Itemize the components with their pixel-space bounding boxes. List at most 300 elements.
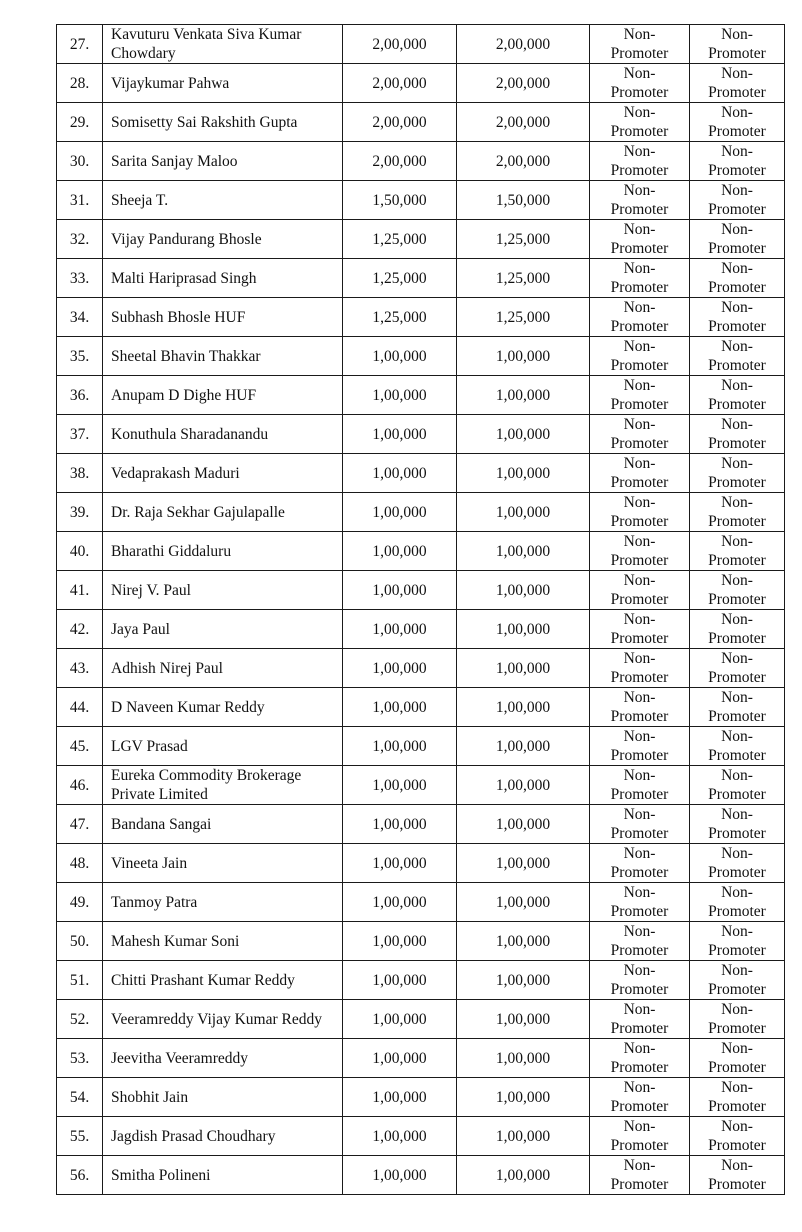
shares-after-cell: 2,00,000: [457, 103, 590, 142]
category-post-cell: [690, 181, 785, 220]
category-line: Promoter: [708, 552, 766, 569]
category-line: Promoter: [708, 1137, 766, 1154]
shares-before-cell: 1,50,000: [343, 181, 457, 220]
shares-after-cell: 1,00,000: [457, 922, 590, 961]
category-line: Promoter: [610, 357, 669, 374]
category-pre-cell: [590, 220, 690, 259]
category-line: Non-: [721, 650, 753, 667]
category-pre-cell: [590, 415, 690, 454]
category-line: Promoter: [708, 162, 766, 179]
category-line: Non-: [623, 377, 656, 394]
category-post-cell: [690, 1078, 785, 1117]
shares-after-cell: 1,00,000: [457, 649, 590, 688]
shares-before-cell: 2,00,000: [343, 64, 457, 103]
category-line: Promoter: [610, 708, 669, 725]
category-line: Promoter: [708, 903, 766, 920]
shareholder-name-cell: Dr. Raja Sekhar Gajulapalle: [103, 493, 343, 532]
category-line: Non-: [623, 1001, 656, 1018]
serial-number-cell: 41.: [57, 571, 103, 610]
category-line: Promoter: [610, 84, 669, 101]
shareholder-name-cell: Jeevitha Veeramreddy: [103, 1039, 343, 1078]
serial-number-cell: 56.: [57, 1156, 103, 1195]
shares-before-cell: 1,00,000: [343, 376, 457, 415]
shareholder-name-cell: Bharathi Giddaluru: [103, 532, 343, 571]
category-line: Promoter: [610, 45, 669, 62]
shares-after-cell: 1,00,000: [457, 805, 590, 844]
shares-after-cell: 1,00,000: [457, 766, 590, 805]
category-pre-cell: [590, 883, 690, 922]
category-post-cell: [690, 805, 785, 844]
category-pre-cell: [590, 337, 690, 376]
shareholder-name-cell: Sheeja T.: [103, 181, 343, 220]
category-post-cell: [690, 220, 785, 259]
table-row: [57, 64, 785, 103]
shares-before-cell: 1,00,000: [343, 532, 457, 571]
category-post-cell: [690, 1156, 785, 1195]
shareholder-name-cell: Adhish Nirej Paul: [103, 649, 343, 688]
shares-before-cell: 1,00,000: [343, 1156, 457, 1195]
shares-after-cell: 2,00,000: [457, 25, 590, 64]
category-pre-cell: [590, 922, 690, 961]
category-pre-cell: [590, 64, 690, 103]
category-line: Promoter: [708, 669, 766, 686]
shares-before-cell: 2,00,000: [343, 25, 457, 64]
shares-after-cell: 1,00,000: [457, 1117, 590, 1156]
category-pre-cell: [590, 727, 690, 766]
shareholder-name-cell: D Naveen Kumar Reddy: [103, 688, 343, 727]
category-line: Non-: [623, 611, 656, 628]
shares-before-cell: 1,00,000: [343, 337, 457, 376]
category-line: Promoter: [610, 201, 669, 218]
category-pre-cell: [590, 454, 690, 493]
category-line: Non-: [623, 65, 656, 82]
category-pre-cell: [590, 103, 690, 142]
category-line: Non-: [623, 260, 656, 277]
category-line: Promoter: [708, 240, 766, 257]
table-row: [57, 1117, 785, 1156]
category-post-cell: [690, 766, 785, 805]
category-pre-cell: [590, 376, 690, 415]
category-pre-cell: [590, 259, 690, 298]
serial-number-cell: 54.: [57, 1078, 103, 1117]
shareholder-name-cell: Smitha Polineni: [103, 1156, 343, 1195]
table-row: [57, 1039, 785, 1078]
serial-number-cell: 32.: [57, 220, 103, 259]
table-row: [57, 1156, 785, 1195]
table-row: [57, 688, 785, 727]
category-line: Promoter: [610, 279, 669, 296]
category-line: Non-: [623, 806, 656, 823]
category-line: Promoter: [708, 864, 766, 881]
category-post-cell: [690, 415, 785, 454]
shares-after-cell: 1,00,000: [457, 376, 590, 415]
shareholder-name-cell: Somisetty Sai Rakshith Gupta: [103, 103, 343, 142]
shares-after-cell: 1,50,000: [457, 181, 590, 220]
category-line: Promoter: [610, 942, 669, 959]
table-row: [57, 766, 785, 805]
shares-before-cell: 1,00,000: [343, 649, 457, 688]
category-pre-cell: [590, 844, 690, 883]
category-line: Non-: [623, 1157, 656, 1174]
category-line: Promoter: [610, 318, 669, 335]
table-row: [57, 220, 785, 259]
category-line: Promoter: [610, 552, 669, 569]
category-line: Promoter: [610, 669, 669, 686]
category-post-cell: [690, 1000, 785, 1039]
category-line: Non-: [721, 494, 753, 511]
shareholder-name-cell: Jaya Paul: [103, 610, 343, 649]
table-row: [57, 649, 785, 688]
table-row: [57, 493, 785, 532]
table-row: [57, 337, 785, 376]
serial-number-cell: 39.: [57, 493, 103, 532]
category-pre-cell: [590, 532, 690, 571]
category-line: Non-: [721, 1079, 753, 1096]
shares-before-cell: 2,00,000: [343, 103, 457, 142]
serial-number-cell: 53.: [57, 1039, 103, 1078]
shareholding-table: [56, 24, 785, 1195]
category-line: Promoter: [708, 435, 766, 452]
shares-before-cell: 1,00,000: [343, 1039, 457, 1078]
table-row: [57, 1078, 785, 1117]
category-line: Non-: [623, 455, 656, 472]
table-row: [57, 181, 785, 220]
category-post-cell: [690, 25, 785, 64]
category-pre-cell: [590, 961, 690, 1000]
category-post-cell: [690, 1039, 785, 1078]
category-line: Promoter: [708, 1020, 766, 1037]
shares-after-cell: 1,00,000: [457, 571, 590, 610]
category-pre-cell: [590, 298, 690, 337]
category-line: Promoter: [708, 84, 766, 101]
shares-before-cell: 1,00,000: [343, 844, 457, 883]
shares-after-cell: 2,00,000: [457, 142, 590, 181]
category-line: Non-: [721, 884, 753, 901]
category-line: Non-: [721, 65, 753, 82]
table-row: [57, 805, 785, 844]
shareholder-name-cell: Subhash Bhosle HUF: [103, 298, 343, 337]
shareholder-name-cell: Vedaprakash Maduri: [103, 454, 343, 493]
category-pre-cell: [590, 766, 690, 805]
category-post-cell: [690, 1117, 785, 1156]
shareholder-name-cell: Nirej V. Paul: [103, 571, 343, 610]
table-row: [57, 532, 785, 571]
shares-before-cell: 1,00,000: [343, 415, 457, 454]
shares-before-cell: 1,00,000: [343, 1117, 457, 1156]
category-line: Non-: [721, 377, 753, 394]
serial-number-cell: 29.: [57, 103, 103, 142]
category-line: Non-: [623, 689, 656, 706]
table-row: [57, 415, 785, 454]
shares-before-cell: 1,00,000: [343, 766, 457, 805]
category-post-cell: [690, 454, 785, 493]
category-pre-cell: [590, 649, 690, 688]
table-row: [57, 103, 785, 142]
category-line: Non-: [623, 1118, 656, 1135]
table-row: [57, 922, 785, 961]
shares-after-cell: 1,00,000: [457, 844, 590, 883]
serial-number-cell: 43.: [57, 649, 103, 688]
category-post-cell: [690, 571, 785, 610]
category-line: Non-: [721, 104, 753, 121]
category-line: Non-: [623, 299, 656, 316]
category-line: Non-: [721, 845, 753, 862]
category-line: Promoter: [610, 240, 669, 257]
category-line: Promoter: [708, 474, 766, 491]
table-row: [57, 961, 785, 1000]
category-line: Non-: [721, 338, 753, 355]
category-line: Promoter: [610, 435, 669, 452]
shares-after-cell: 1,00,000: [457, 1000, 590, 1039]
shareholder-name-cell: LGV Prasad: [103, 727, 343, 766]
category-post-cell: [690, 649, 785, 688]
shares-after-cell: 1,25,000: [457, 298, 590, 337]
shares-before-cell: 1,00,000: [343, 805, 457, 844]
table-row: [57, 844, 785, 883]
shares-before-cell: 1,00,000: [343, 1000, 457, 1039]
category-line: Non-: [623, 728, 656, 745]
serial-number-cell: 40.: [57, 532, 103, 571]
shareholder-name-cell: Vijay Pandurang Bhosle: [103, 220, 343, 259]
category-post-cell: [690, 844, 785, 883]
serial-number-cell: 49.: [57, 883, 103, 922]
shares-after-cell: 1,00,000: [457, 727, 590, 766]
shares-before-cell: 1,00,000: [343, 883, 457, 922]
shareholder-name-cell: Bandana Sangai: [103, 805, 343, 844]
shareholder-name-cell: Sheetal Bhavin Thakkar: [103, 337, 343, 376]
category-pre-cell: [590, 493, 690, 532]
category-line: Non-: [623, 416, 656, 433]
category-line: Promoter: [610, 474, 669, 491]
category-line: Non-: [721, 767, 753, 784]
category-line: Promoter: [708, 1059, 766, 1076]
shareholder-name-cell: Veeramreddy Vijay Kumar Reddy: [103, 1000, 343, 1039]
category-pre-cell: [590, 1000, 690, 1039]
category-line: Non-: [623, 26, 656, 43]
category-line: Promoter: [610, 786, 669, 803]
shares-after-cell: 1,00,000: [457, 1156, 590, 1195]
shares-before-cell: 1,25,000: [343, 298, 457, 337]
category-line: Promoter: [708, 747, 766, 764]
shareholder-name-cell: Malti Hariprasad Singh: [103, 259, 343, 298]
shares-after-cell: 1,00,000: [457, 1078, 590, 1117]
category-pre-cell: [590, 142, 690, 181]
category-line: Promoter: [610, 1098, 669, 1115]
category-post-cell: [690, 64, 785, 103]
category-line: Non-: [721, 572, 753, 589]
shares-before-cell: 1,25,000: [343, 259, 457, 298]
category-post-cell: [690, 103, 785, 142]
serial-number-cell: 36.: [57, 376, 103, 415]
category-line: Promoter: [610, 513, 669, 530]
category-post-cell: [690, 688, 785, 727]
category-line: Non-: [721, 1118, 753, 1135]
category-line: Non-: [721, 1040, 753, 1057]
category-post-cell: [690, 142, 785, 181]
serial-number-cell: 27.: [57, 25, 103, 64]
category-pre-cell: [590, 571, 690, 610]
category-post-cell: [690, 376, 785, 415]
category-pre-cell: [590, 181, 690, 220]
category-line: Promoter: [610, 864, 669, 881]
shares-before-cell: 1,25,000: [343, 220, 457, 259]
category-line: Non-: [623, 533, 656, 550]
category-line: Non-: [623, 767, 656, 784]
category-line: Promoter: [610, 1137, 669, 1154]
serial-number-cell: 35.: [57, 337, 103, 376]
serial-number-cell: 44.: [57, 688, 103, 727]
category-line: Promoter: [708, 981, 766, 998]
serial-number-cell: 37.: [57, 415, 103, 454]
category-line: Promoter: [708, 279, 766, 296]
category-line: Promoter: [610, 747, 669, 764]
category-line: Promoter: [610, 825, 669, 842]
category-pre-cell: [590, 1117, 690, 1156]
serial-number-cell: 45.: [57, 727, 103, 766]
shares-before-cell: 2,00,000: [343, 142, 457, 181]
category-line: Promoter: [610, 123, 669, 140]
shares-after-cell: 1,00,000: [457, 415, 590, 454]
category-line: Non-: [721, 143, 753, 160]
category-line: Promoter: [708, 591, 766, 608]
shares-after-cell: 1,25,000: [457, 259, 590, 298]
category-line: Non-: [623, 923, 656, 940]
shares-after-cell: 1,00,000: [457, 883, 590, 922]
serial-number-cell: 30.: [57, 142, 103, 181]
category-line: Promoter: [610, 396, 669, 413]
serial-number-cell: 50.: [57, 922, 103, 961]
category-line: Promoter: [610, 591, 669, 608]
category-line: Non-: [623, 104, 656, 121]
serial-number-cell: 34.: [57, 298, 103, 337]
table-row: [57, 727, 785, 766]
category-pre-cell: [590, 1078, 690, 1117]
table-row: [57, 25, 785, 64]
serial-number-cell: 46.: [57, 766, 103, 805]
shareholder-name-cell: Konuthula Sharadanandu: [103, 415, 343, 454]
shareholder-name-cell: Tanmoy Patra: [103, 883, 343, 922]
shares-after-cell: 1,00,000: [457, 532, 590, 571]
category-line: Non-: [623, 962, 656, 979]
shareholder-name-cell: Mahesh Kumar Soni: [103, 922, 343, 961]
table-row: [57, 883, 785, 922]
category-line: Non-: [721, 1157, 753, 1174]
serial-number-cell: 33.: [57, 259, 103, 298]
category-line: Promoter: [708, 201, 766, 218]
shares-before-cell: 1,00,000: [343, 961, 457, 1000]
shares-before-cell: 1,00,000: [343, 922, 457, 961]
table-body: [57, 25, 785, 1195]
category-pre-cell: [590, 1156, 690, 1195]
table-row: [57, 298, 785, 337]
category-line: Promoter: [708, 123, 766, 140]
category-line: Promoter: [610, 1020, 669, 1037]
shareholder-name-cell: Vijaykumar Pahwa: [103, 64, 343, 103]
category-line: Non-: [623, 1040, 656, 1057]
shareholder-name-cell: Kavuturu Venkata Siva Kumar Chowdary: [103, 25, 343, 64]
category-post-cell: [690, 922, 785, 961]
category-pre-cell: [590, 25, 690, 64]
category-line: Non-: [721, 728, 753, 745]
category-post-cell: [690, 883, 785, 922]
table-row: [57, 610, 785, 649]
category-line: Non-: [721, 611, 753, 628]
category-line: Non-: [721, 182, 753, 199]
shares-after-cell: 1,00,000: [457, 610, 590, 649]
category-line: Promoter: [610, 1059, 669, 1076]
category-line: Non-: [721, 455, 753, 472]
category-line: Promoter: [610, 1176, 669, 1193]
category-post-cell: [690, 259, 785, 298]
category-line: Promoter: [610, 630, 669, 647]
category-line: Non-: [721, 962, 753, 979]
serial-number-cell: 28.: [57, 64, 103, 103]
category-line: Promoter: [708, 318, 766, 335]
serial-number-cell: 48.: [57, 844, 103, 883]
category-line: Non-: [623, 572, 656, 589]
category-line: Non-: [623, 338, 656, 355]
serial-number-cell: 38.: [57, 454, 103, 493]
category-post-cell: [690, 493, 785, 532]
category-line: Non-: [721, 221, 753, 238]
category-line: Non-: [721, 416, 753, 433]
category-line: Non-: [623, 182, 656, 199]
serial-number-cell: 55.: [57, 1117, 103, 1156]
category-line: Promoter: [610, 162, 669, 179]
table-row: [57, 1000, 785, 1039]
category-pre-cell: [590, 688, 690, 727]
category-line: Promoter: [708, 1176, 766, 1193]
shares-after-cell: 1,00,000: [457, 961, 590, 1000]
category-line: Non-: [721, 260, 753, 277]
table-row: [57, 454, 785, 493]
category-line: Promoter: [708, 825, 766, 842]
category-line: Non-: [623, 494, 656, 511]
shareholder-name-cell: Chitti Prashant Kumar Reddy: [103, 961, 343, 1000]
category-post-cell: [690, 337, 785, 376]
category-line: Non-: [623, 650, 656, 667]
category-line: Non-: [721, 26, 753, 43]
category-pre-cell: [590, 610, 690, 649]
category-line: Non-: [721, 533, 753, 550]
shareholder-name-cell: Anupam D Dighe HUF: [103, 376, 343, 415]
table-row: [57, 142, 785, 181]
category-line: Promoter: [610, 981, 669, 998]
table-row: [57, 376, 785, 415]
shares-after-cell: 1,25,000: [457, 220, 590, 259]
serial-number-cell: 51.: [57, 961, 103, 1000]
table-row: [57, 571, 785, 610]
category-post-cell: [690, 532, 785, 571]
category-line: Promoter: [708, 45, 766, 62]
category-line: Promoter: [708, 396, 766, 413]
table-row: [57, 259, 785, 298]
shares-after-cell: 1,00,000: [457, 493, 590, 532]
category-line: Promoter: [708, 630, 766, 647]
category-line: Non-: [623, 884, 656, 901]
shares-before-cell: 1,00,000: [343, 571, 457, 610]
serial-number-cell: 47.: [57, 805, 103, 844]
shares-before-cell: 1,00,000: [343, 688, 457, 727]
category-line: Non-: [623, 143, 656, 160]
category-line: Promoter: [708, 357, 766, 374]
shares-after-cell: 1,00,000: [457, 688, 590, 727]
category-pre-cell: [590, 805, 690, 844]
shares-before-cell: 1,00,000: [343, 610, 457, 649]
category-post-cell: [690, 961, 785, 1000]
category-line: Promoter: [708, 942, 766, 959]
category-line: Non-: [721, 923, 753, 940]
